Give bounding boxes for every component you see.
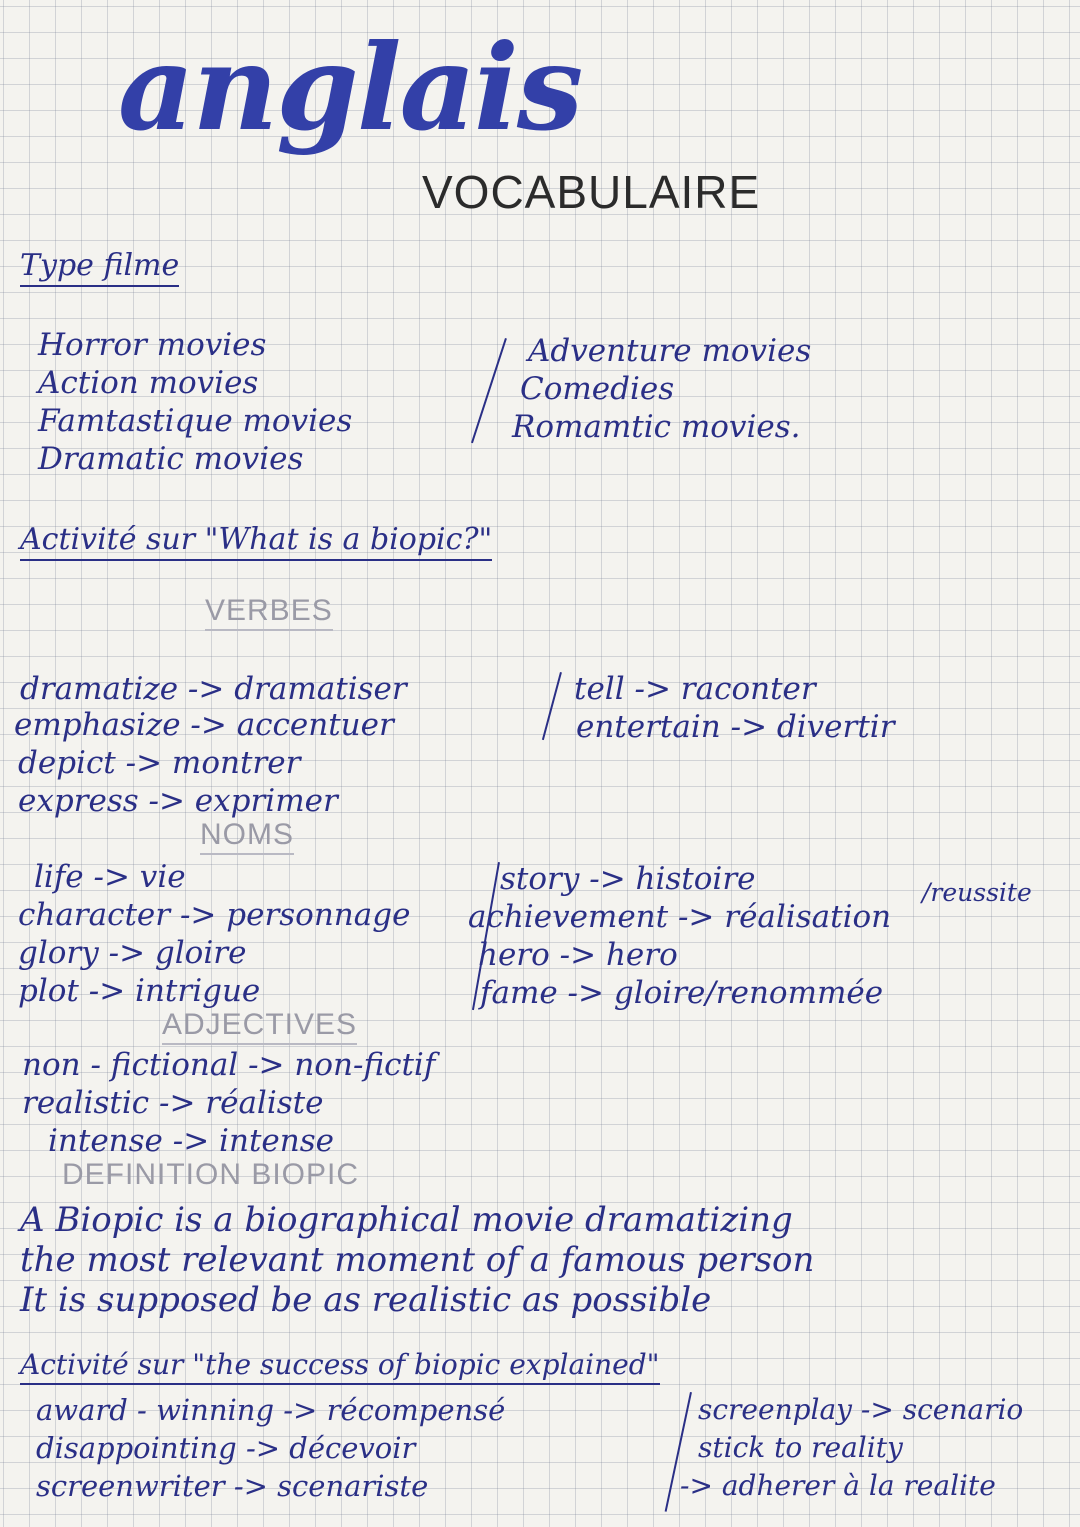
verb-item: express -> exprimer <box>18 783 338 819</box>
nom-item: plot -> intrigue <box>18 973 261 1009</box>
film-item: Romamtic movies. <box>512 409 801 445</box>
films-heading: Type filme <box>20 248 179 287</box>
verb-item: dramatize -> dramatiser <box>20 671 407 707</box>
nom-item: achievement -> réalisation <box>468 899 892 935</box>
definition-line: It is supposed be as realistic as possible <box>20 1280 712 1320</box>
activity2-item: award - winning -> récompensé <box>36 1393 506 1427</box>
activity2-item: stick to reality <box>698 1431 903 1464</box>
activity2-item: disappointing -> décevoir <box>36 1431 416 1465</box>
nom-item: character -> personnage <box>18 897 411 933</box>
film-item: Adventure movies <box>528 333 812 369</box>
activity2-item: screenplay -> scenario <box>698 1393 1024 1426</box>
activity2-item: screenwriter -> scenariste <box>36 1469 429 1503</box>
column-divider <box>471 338 507 443</box>
column-divider <box>542 672 562 740</box>
verbes-label: VERBES <box>205 594 333 631</box>
activity2-heading: Activité sur "the success of biopic explained" <box>20 1348 660 1385</box>
activity1-heading: Activité sur "What is a biopic?" <box>20 522 492 561</box>
verb-item: emphasize -> accentuer <box>14 707 394 743</box>
nom-item: hero -> hero <box>478 937 678 973</box>
verb-item: depict -> montrer <box>18 745 301 781</box>
adjective-item: realistic -> réaliste <box>22 1085 324 1121</box>
film-item: Horror movies <box>38 327 267 363</box>
film-item: Famtastique movies <box>38 403 353 439</box>
definition-label: DEFINITION BIOPIC <box>62 1158 360 1191</box>
adjective-item: intense -> intense <box>48 1123 334 1159</box>
activity2-item: -> adherer à la realite <box>680 1469 996 1502</box>
page-title: anglais <box>118 18 582 157</box>
verb-item: tell -> raconter <box>574 671 816 707</box>
film-item: Dramatic movies <box>38 441 304 477</box>
nom-item: life -> vie <box>34 859 186 895</box>
film-item: Action movies <box>38 365 259 401</box>
adjective-item: non - fictional -> non-fictif <box>22 1047 436 1083</box>
noms-label: NOMS <box>200 818 294 855</box>
page-subtitle: VOCABULAIRE <box>422 166 761 218</box>
nom-correction: /reussite <box>922 878 1032 907</box>
nom-item: glory -> gloire <box>18 935 247 971</box>
film-item: Comedies <box>520 371 675 407</box>
definition-line: the most relevant moment of a famous person <box>20 1240 815 1280</box>
adjectives-label: ADJECTIVES <box>162 1008 357 1045</box>
definition-line: A Biopic is a biographical movie dramatizing <box>20 1200 793 1240</box>
verb-item: entertain -> divertir <box>576 709 895 745</box>
nom-item: story -> histoire <box>500 861 756 897</box>
nom-item: fame -> gloire/renommée <box>480 975 884 1011</box>
